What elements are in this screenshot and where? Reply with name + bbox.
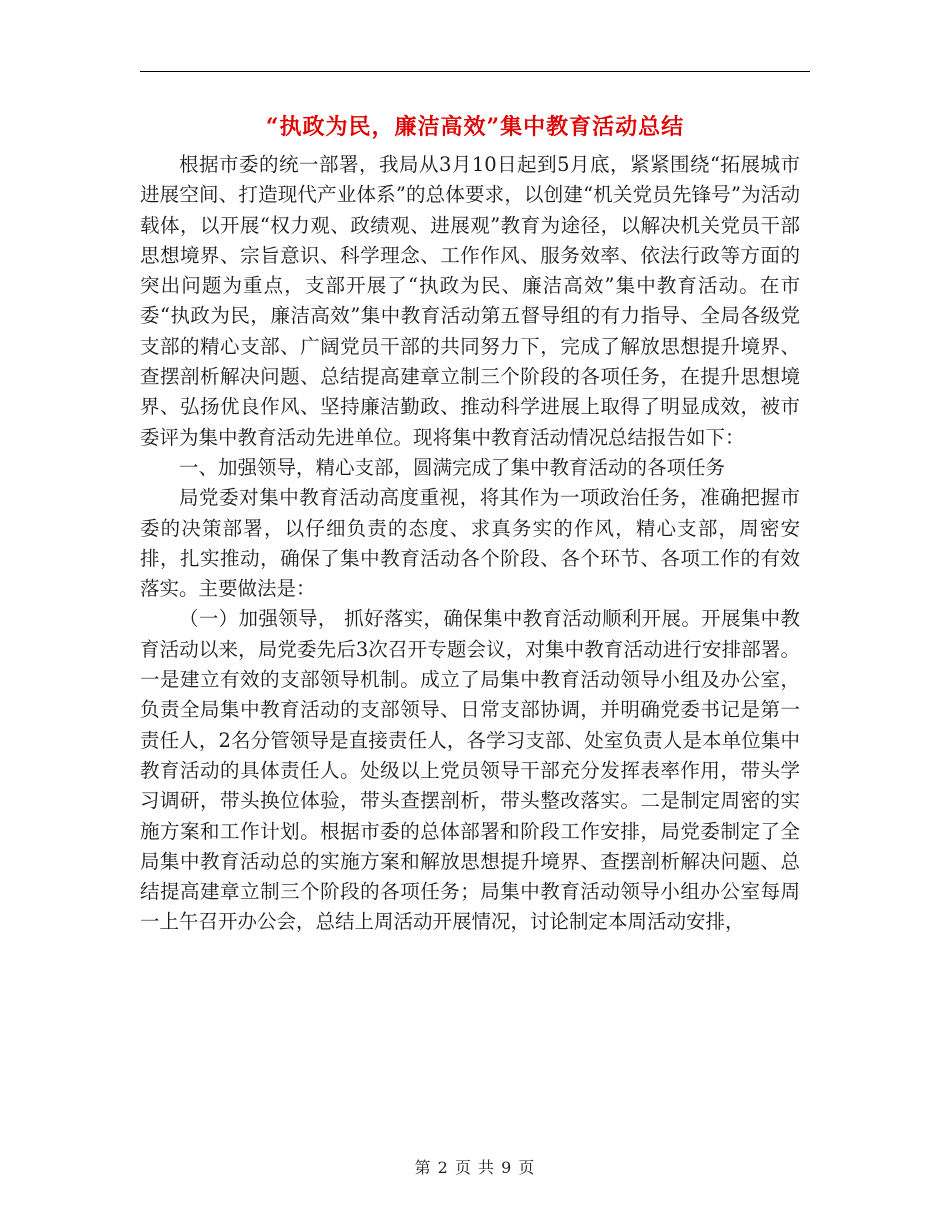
paragraph-intro: 根据市委的统一部署，我局从3月10日起到5月底，紧紧围绕“拓展城市进展空间、打造现代产业体系”的总体要求，以创建“机关党员先锋号”为活动载体，以开展“权力观、政绩观、进展观”教育为途径，以解决机关党员干部思想境界、宗旨意识、科学理念、工作作风、服务效率、依法行政等方面的突出问题为重点，支部开展了“执政为民、廉洁高效”集中教育活动。在市委“执政为民，廉洁高效”集中教育活动第五督导组的有力指导、全局各级党支部的精心支部、广阔党员干部的共同努力下，完成了解放思想提升境界、查摆剖析解决问题、总结提高建章立制三个阶段的各项任务，在提升思想境界、弘扬优良作风、坚持廉洁勤政、推动科学进展上取得了明显成效，被市委评为集中教育活动先进单位。现将集中教育活动情况总结报告如下：	[140, 153, 800, 449]
header-rule	[140, 71, 810, 72]
document-body	[140, 150, 800, 938]
section-heading-1: 一、加强领导，精心支部，圆满完成了集中教育活动的各项任务	[179, 455, 726, 479]
paragraph-subsection-1: （一）加强领导， 抓好落实，确保集中教育活动顺利开展。开展集中教育活动以来，局党委先后3次召开专题会议，对集中教育活动进行安排部署。一是建立有效的支部领导机制。成立了局集中教育活动领导小组及办公室，负责全局集中教育活动的支部领导、日常支部协调，并明确党委书记是第一责任人，2名分管领导是直接责任人，各学习支部、处室负责人是本单位集中教育活动的具体责任人。处级以上党员领导干部充分发挥表率作用，带头学习调研，带头换位体验，带头查摆剖析，带头整改落实。二是制定周密的实施方案和工作计划。根据市委的总体部署和阶段工作安排，局党委制定了全局集中教育活动总的实施方案和解放思想提升境界、查摆剖析解决问题、总结提高建章立制三个阶段的各项任务；局集中教育活动领导小组办公室每周一上午召开办公会，总结上周活动开展情况，讨论制定本周活动安排，	[140, 607, 800, 934]
page-footer: 第 2 页 共 9 页	[414, 1158, 536, 1177]
paragraph-section-1-intro: 局党委对集中教育活动高度重视，将其作为一项政治任务，准确把握市委的决策部署，以仔细负责的态度、求真务实的作风，精心支部，周密安排，扎实推动，确保了集中教育活动各个阶段、各个环节、各项工作的有效落实。主要做法是：	[140, 486, 800, 601]
document-title: “执政为民，廉洁高效”集中教育活动总结	[265, 114, 685, 140]
